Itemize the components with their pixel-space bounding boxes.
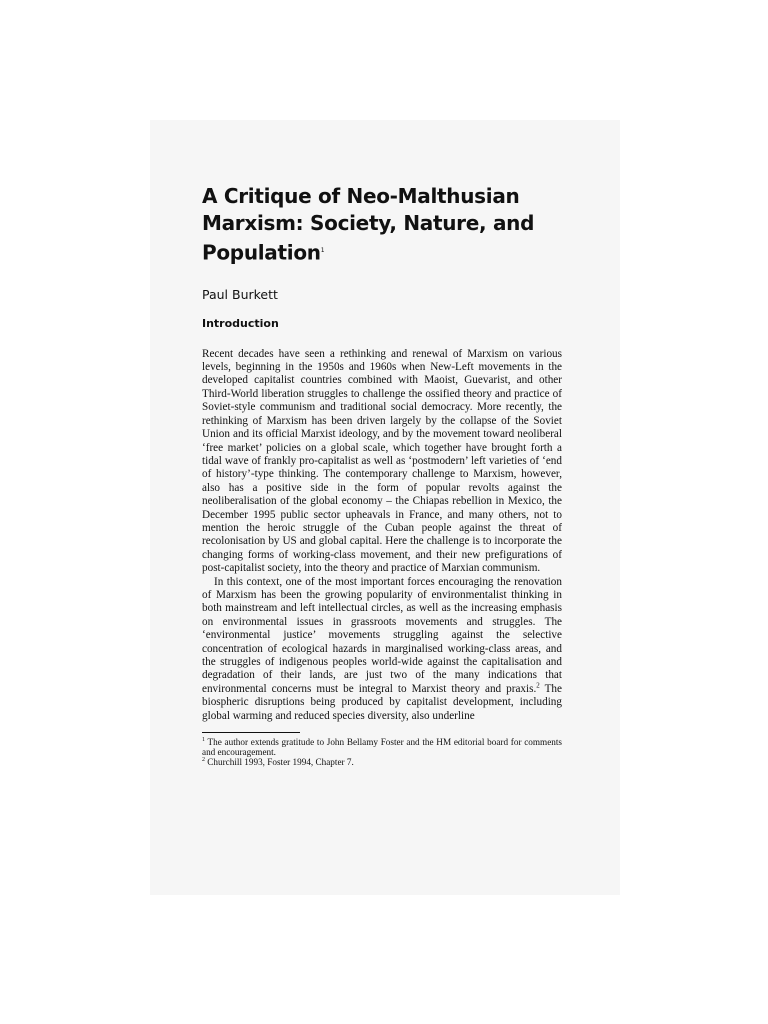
footnote <box>202 737 562 757</box>
footnote-text: The author extends gratitude to John Bellamy Foster and the HM editorial board for comments and encouragement. <box>202 737 562 758</box>
footnote-number: 1 <box>202 736 205 743</box>
footnote-mark: 2 <box>536 681 540 690</box>
article-body <box>202 348 562 723</box>
footnote-divider <box>202 732 300 733</box>
section-heading: Introduction <box>202 316 279 330</box>
footnote-number: 2 <box>202 756 205 763</box>
paragraph: Recent decades have seen a rethinking and renewal of Marxism on various levels, beginning in the 1950s and 1960s when New-Left movements in the developed capitalist countries combined with Maoist, Guevarist, and other Third-World liberation struggles to challenge the ossified theory and practice of Soviet-style communism and traditional social democracy. More recently, the rethinking of Marxism has been driven largely by the collapse of the Soviet Union and its official Marxist ideology, and by the movement toward neoliberal ‘free market’ policies on a global scale, which together have brought forth a tidal wave of frankly pro-capitalist as well as ‘postmodern’ left varieties of ‘end of history’-type thinking. The contemporary challenge to Marxism, however, also has a positive side in the form of popular revolts against the neoliberalisation of the global economy – the Chiapas rebellion in Mexico, the December 1995 public sector upheavals in France, and many others, not to mention the heroic struggle of the Cuban people against the threat of recolonisation by US and global capital. Here the challenge is to incorporate the changing forms of working-class movement, and their new prefigurations of post-capitalist society, into the theory and practice of Marxian communism. <box>202 347 562 575</box>
article-title <box>202 183 562 267</box>
article-title-text: A Critique of Neo-Malthusian Marxism: Society, Nature, and Population <box>202 184 535 265</box>
author-name: Paul Burkett <box>202 286 278 302</box>
title-footnote-mark: 1 <box>320 247 325 254</box>
footnotes <box>202 737 562 767</box>
article <box>202 183 562 767</box>
paragraph <box>202 576 562 723</box>
paragraph-text: The biospheric disruptions being produced by capitalist development, including global warming and reduced species diversity, also underline <box>202 682 562 722</box>
paragraph-text: In this context, one of the most important forces encouraging the renovation of Marxism has been the growing popularity of environmentalist thinking in both mainstream and left intellectual circles, as well as the increasing emphasis on environmental issues in grassroots movements and struggles. The ‘environmental justice’ movements struggling against the selective concentration of ecological hazards in marginalised working-class areas, and the struggles of indigenous peoples world-wide against the capitalisation and degradation of their lands, are just two of the many indications that environmental concerns must be integral to Marxist theory and praxis. <box>202 575 562 695</box>
footnote <box>202 757 562 767</box>
footnote-text: Churchill 1993, Foster 1994, Chapter 7. <box>205 757 354 768</box>
